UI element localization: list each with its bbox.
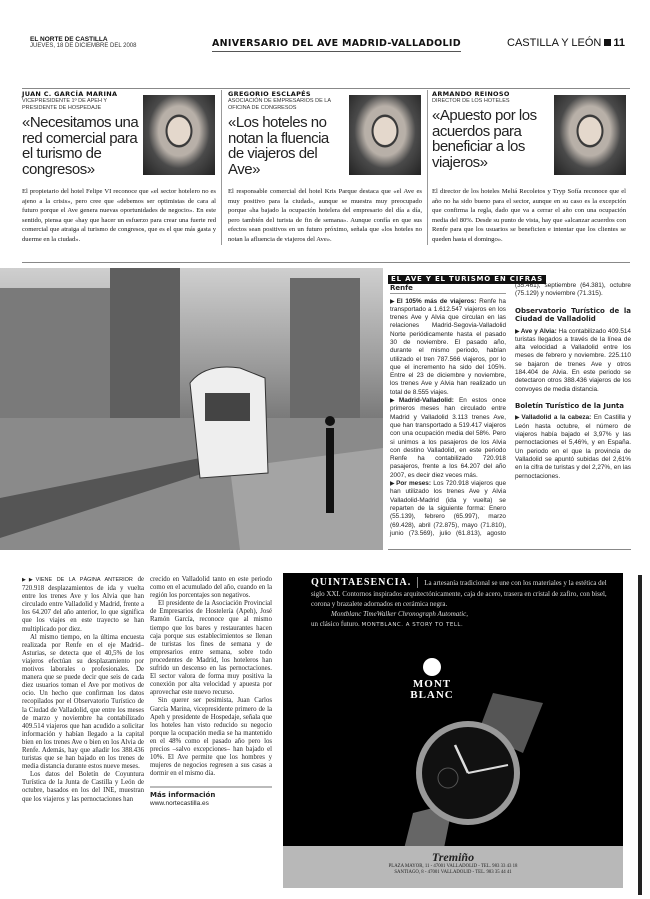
sidebar-title: EL AVE Y EL TURISMO EN CIFRAS: [388, 275, 546, 284]
stat-item: ▶El 105% más de viajeros: Renfe ha transportado a 1.612.547 viajeros en los trenes Ave y Alvia que circulan en las relaciones Madrid-Segovia-Valladolid Norte periódicamente hasta el pasado 30 de noviembre. El pasado año, durante el mismo periodo, habían utilizado el tren 787.566 viajeros, por lo que el incremento ha sido del 105%. Entre el 23 de diciembre y noviembre, los trenes Ave y Alvia han realizado un total de 8.555 viajes.: [390, 297, 506, 396]
subheading-observatorio: Observatorio Turístico de la Ciudad de Valladolid: [515, 306, 631, 324]
interviewee-name: GREGORIO ESCLAPÉS: [228, 90, 311, 98]
train-station-photo: [0, 268, 383, 550]
interview-body: El responsable comercial del hotel Kris Parque destaca que «el Ave es muy positivo para la ciudad», aunque se muestra muy preocupado porque «ha bajado la ocupación hotelera del empresario del día a día, pero también del turista de fin de semana». Aunque confía en que sus efectos sean positivos en un futuro próximo, señala que «los hoteles no notan la afluencia de viajeros del Ave».: [228, 188, 422, 243]
divider: [22, 262, 630, 263]
retailer-logo: Tremiño: [431, 850, 475, 864]
retailer-address-1: PLAZA MAYOR, 11 - 47001 VALLADOLID - TEL. 983 33 43 18: [388, 864, 518, 869]
article-column-1: [22, 576, 144, 896]
more-info-heading: Más información: [150, 786, 272, 800]
sidebar-columns: [390, 282, 631, 548]
arrow-icon: ▶: [515, 415, 521, 422]
pull-quote: «Necesitamos una red comercial para el turismo de congresos»: [22, 114, 139, 178]
interview-2: [228, 90, 428, 245]
page-edge-bar: [638, 575, 642, 895]
interviewee-role: ASOCIACIÓN DE EMPRESARIOS DE LA OFICINA DE CONGRESOS: [228, 98, 331, 111]
interviewee-name: ARMANDO REINOSO: [432, 90, 510, 98]
pull-quote: «Los hoteles no notan la fluencia de viajeros del Ave»: [228, 114, 329, 178]
ad-headline: QUINTAESENCIA.: [311, 577, 418, 588]
arrow-icon: ▶▶: [22, 578, 36, 583]
square-icon: [604, 39, 611, 46]
stat-item: ▶Por meses: Los 720.918 viajeros que han utilizado los trenes Ave y Alvia Valladolid-Madrid (ida y vuelta) se reparten de la siguiente forma: Enero (55.139), febrero (65.997), marzo (69.428), abril (72.875), mayo (71.810), junio (73.569), julio (61.813), agosto (35.461), septiembre (64.381), octubre (75.129) y noviembre (71.315).: [390, 282, 631, 537]
stats-sidebar: [388, 268, 631, 550]
issue-date: JUEVES, 18 DE DICIEMBRE DEL 2008: [30, 43, 137, 49]
arrow-icon: ▶: [390, 298, 396, 305]
ad-model: Montblanc TimeWalker Chronograph Automatic,: [331, 610, 469, 618]
star-emblem-icon: [423, 658, 441, 676]
section-title: ANIVERSARIO DEL AVE MADRID-VALLADOLID: [212, 38, 461, 52]
article-paragraph: Los datos del Boletín de Coyuntura Turística de la Junta de Castilla y León de octubre, basados en los del INE, muestran que los viajeros y las pernoctaciones han: [22, 771, 144, 803]
article-paragraph: Al mismo tiempo, en la última encuesta realizada por Renfe en el eje Madrid–Asturias, se detecta que el 40,5% de los viajeros efectúan su desplazamiento por motivos laborales o profesionales. De manera que se puede decir que seis de cada diez usuarios toman el Ave por motivos de ocio. Un hecho que confirman los datos recopilados por el Observatorio Turístico de la Ciudad de Valladolid, que entre los meses de marzo y noviembre ha contabilizado 409.514 viajeros que han acudido a solicitar información y habían llegado a la capital bien en los trenes Ave o bien en los Alvia de Renfe. Además, hay que añadir los 388.436 turistas que se han bajado en los trenes de media distancia durante estos nueve meses.: [22, 633, 144, 771]
stat-item: ▶Madrid-Valladolid: En estos once primeros meses han circulado entre Madrid y Valladolid 3.113 trenes Ave, que han transportado a 519.417 viajeros con una ocupación media del 58%. Pero si unimos a los pasajeros de los Alvia con destino Valladolid, en este periodo Renfe ha contabilizado 720.918 pasajeros, frente a los 64.207 del año 2007, es decir diez veces más.: [390, 397, 506, 479]
montblanc-advertisement: [283, 573, 623, 888]
article-paragraph: ▶▶VIENE DE LA PÁGINA ANTERIOR de 720.918 desplazamientos de ida y vuelta entre los trenes Ave y los Alvia que han circulado entre Valladolid y Madrid, frente a los 64.207 del año anterior, lo que significa que los viajes en este trayecto se han multiplicado por diez.: [22, 576, 144, 633]
article-paragraph: El presidente de la Asociación Provincial de Empresarios de Hostelería (Apeh), José Ramón García, reconoce que al mismo tiempo que los bares y restaurantes hacen caja porque sus establecimientos se llenan de turistas los fines de semana y de empresarios entre semana, sobre todo procedentes de Madrid, los hoteleros han sufrido un descenso en las pernoctaciones. El sector valora de forma muy positiva la conexión por alta velocidad y apuesta por aprovechar este nuevo recurso.: [150, 600, 272, 697]
stat-item: ▶Ave y Alvia: Ha contabilizado 409.514 turistas llegados a través de la línea de alta velocidad a Valladolid entre los meses de febrero y noviembre. 225.110 se bajaron de trenes Ave y otros 184.404 de Alvia. En este periodo se detectaron otros 388.436 viajeros de los convoyes de media distancia.: [515, 327, 631, 393]
interview-1: [22, 90, 222, 245]
retailer-footer: [283, 846, 623, 888]
region-label: CASTILLA Y LEÓN: [507, 37, 602, 49]
ad-copy: QUINTAESENCIA. La artesanía tradicional se une con los materiales y la estética del siglo XXI. Contornos inspirados arquitectónicamente, caja de acero, trasera en cristal de zafiro, con bisel, corona y brazalete adornados en cerámica negra. Montblanc TimeWalker Chronograph Automatic, un clásico futuro. MONTBLANC. A STORY TO TELL.: [311, 577, 607, 628]
interview-body: El propietario del hotel Felipe VI reconoce que «el sector hotelero no es ajeno a la crisis», pero cree que «debemos ser optimistas de cara al futuro porque el Ave genera nuevas oportunidades de negocio». En este sentido, piensa que «hay que hacer un esfuerzo para crear una fuerte red comercial que atraiga al turismo de congresos, que es el que más gasta y duerme en la ciudad».: [22, 188, 216, 243]
portrait-photo: [349, 95, 421, 175]
article-column-2: [150, 576, 272, 896]
page-number: 11: [613, 37, 626, 49]
article-paragraph: crecido en Valladolid tanto en este periodo como en el acumulado del año, cuando en la región los porcentajes son negativos.: [150, 576, 272, 600]
montblanc-logo: MONT BLANC: [402, 658, 462, 701]
train-illustration: [0, 268, 383, 550]
retailer-address-2: SANTIAGO, 8 - 47001 VALLADOLID - TEL. 983 35 44 41: [394, 870, 512, 875]
ad-closing: un clásico futuro.: [311, 620, 360, 628]
interview-body: El director de los hoteles Meliá Recoletos y Tryp Sofía reconoce que el año no ha sido bueno para el sector, aunque en su caso es la excepción que confirma la regla, dado que va a cerrar el año con una ocupación media del 80%. Desde su punto de vista, hay que «alcanzar acuerdos con Renfe para que los usuarios se beneficien e intentar que los clientes se queden hasta el domingo».: [432, 188, 626, 243]
article-paragraph: Sin querer ser pesimista, Juan Carlos García Marina, vicepresidente primero de la Apeh y presidente de Hospedaje, señala que los hoteles han visto reducido su negocio porque la ocupación media se ha mantenido en el 48% como el pasado año pero los precios –salvo excepciones– han bajado el 10%. El Ave permite que los hombres y mujeres de negocios regresen a sus casas a dormir en el mismo día.: [150, 697, 272, 778]
portrait-photo: [554, 95, 626, 175]
pull-quote: «Apuesto por los acuerdos para beneficiar a los viajeros»: [432, 107, 537, 171]
interviewee-role: VICEPRESIDENTE 1º DE APEH Y PRESIDENTE DE HOSPEDAJE: [22, 98, 107, 111]
continued-label: VIENE DE LA PÁGINA ANTERIOR: [35, 577, 133, 583]
ad-tagline: MONTBLANC. A STORY TO TELL.: [361, 622, 464, 628]
arrow-icon: ▶: [390, 398, 398, 405]
newspaper-name: EL NORTE DE CASTILLA: [30, 36, 108, 43]
watch-image: [393, 693, 553, 853]
divider: [22, 88, 630, 89]
subheading-renfe: Renfe: [390, 284, 506, 294]
arrow-icon: ▶: [390, 481, 396, 488]
region-page: [507, 37, 625, 49]
portrait-photo: [143, 95, 215, 175]
interview-3: [432, 90, 632, 245]
more-info-link[interactable]: www.nortecastilla.es: [150, 800, 209, 808]
arrow-icon: ▶: [515, 328, 520, 335]
interviewee-name: JUAN C. GARCÍA MARINA: [22, 90, 118, 98]
interviewee-role: DIRECTOR DE LOS HOTELES: [432, 98, 510, 104]
stat-item: ▶Valladolid a la cabeza: En Castilla y León hasta octubre, el número de viajeros había bajado el 3,97% y las pernoctaciones el 5,46%, y en España. Un periodo en el que la provincia de Valladolid se apuntó subidas del 2,61% en la cifra de turistas y del 2,27%, en las pernoctaciones.: [515, 414, 631, 480]
subheading-boletin: Boletín Turístico de la Junta: [515, 401, 625, 410]
